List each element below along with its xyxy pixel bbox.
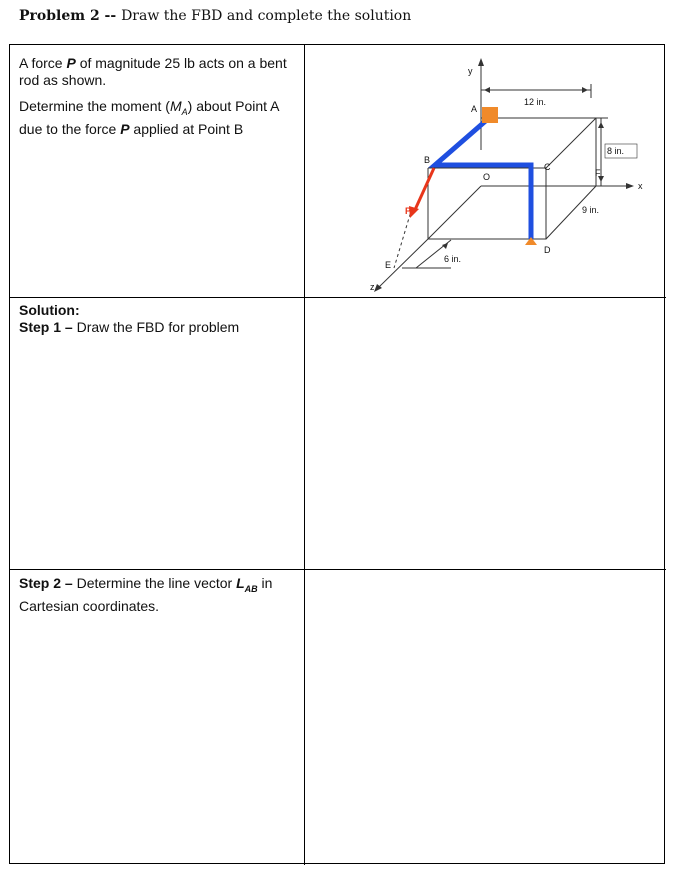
support-D-pin (525, 237, 537, 245)
step2-text: Step 2 – Determine the line vector $L_{AB}$ in Cartesian coordinates. (19, 575, 273, 614)
label-z: z (370, 282, 375, 292)
dim-6in: 6 in. (444, 254, 462, 264)
title-text: Draw the FBD and complete the solution (121, 8, 412, 24)
step1-text: Step 1 – Draw the FBD for problem (19, 319, 240, 335)
statement-paragraph-1: A force P of magnitude 25 lb acts on a bent rod as shown. (19, 55, 287, 88)
label-O: O (483, 172, 491, 182)
dim-8in: 8 in. (607, 146, 625, 156)
label-A: A (471, 104, 478, 114)
dim-12in: 12 in. (524, 97, 547, 107)
statement-paragraph-2: Determine the moment $(M_A)$ about Point A due to the force P applied at Point B (19, 98, 279, 137)
solution-cell (19, 302, 299, 336)
label-F: F (595, 168, 601, 178)
box-back-edges (481, 118, 596, 186)
step2-answer-area[interactable] (305, 570, 665, 864)
label-x: x (638, 181, 643, 191)
label-C: C (544, 162, 551, 172)
x-axis-arrow (626, 183, 634, 189)
page-title (19, 8, 411, 24)
support-A (482, 107, 498, 123)
label-E: E (385, 260, 392, 270)
bent-rod-figure (306, 46, 664, 296)
problem-statement-cell (19, 55, 299, 147)
force-P-line (414, 168, 434, 212)
label-P: P (405, 206, 412, 216)
label-y: y (468, 66, 473, 76)
step2-cell (19, 575, 299, 615)
label-B: B (424, 155, 431, 165)
y-axis-arrow (478, 58, 484, 66)
solution-heading: Solution: (19, 302, 80, 318)
worksheet-table (9, 44, 665, 864)
dim-9in: 9 in. (582, 205, 600, 215)
step1-answer-area[interactable] (305, 298, 665, 569)
title-separator: -- (99, 8, 122, 24)
label-D: D (544, 245, 551, 255)
problem-number: Problem 2 (19, 8, 100, 24)
